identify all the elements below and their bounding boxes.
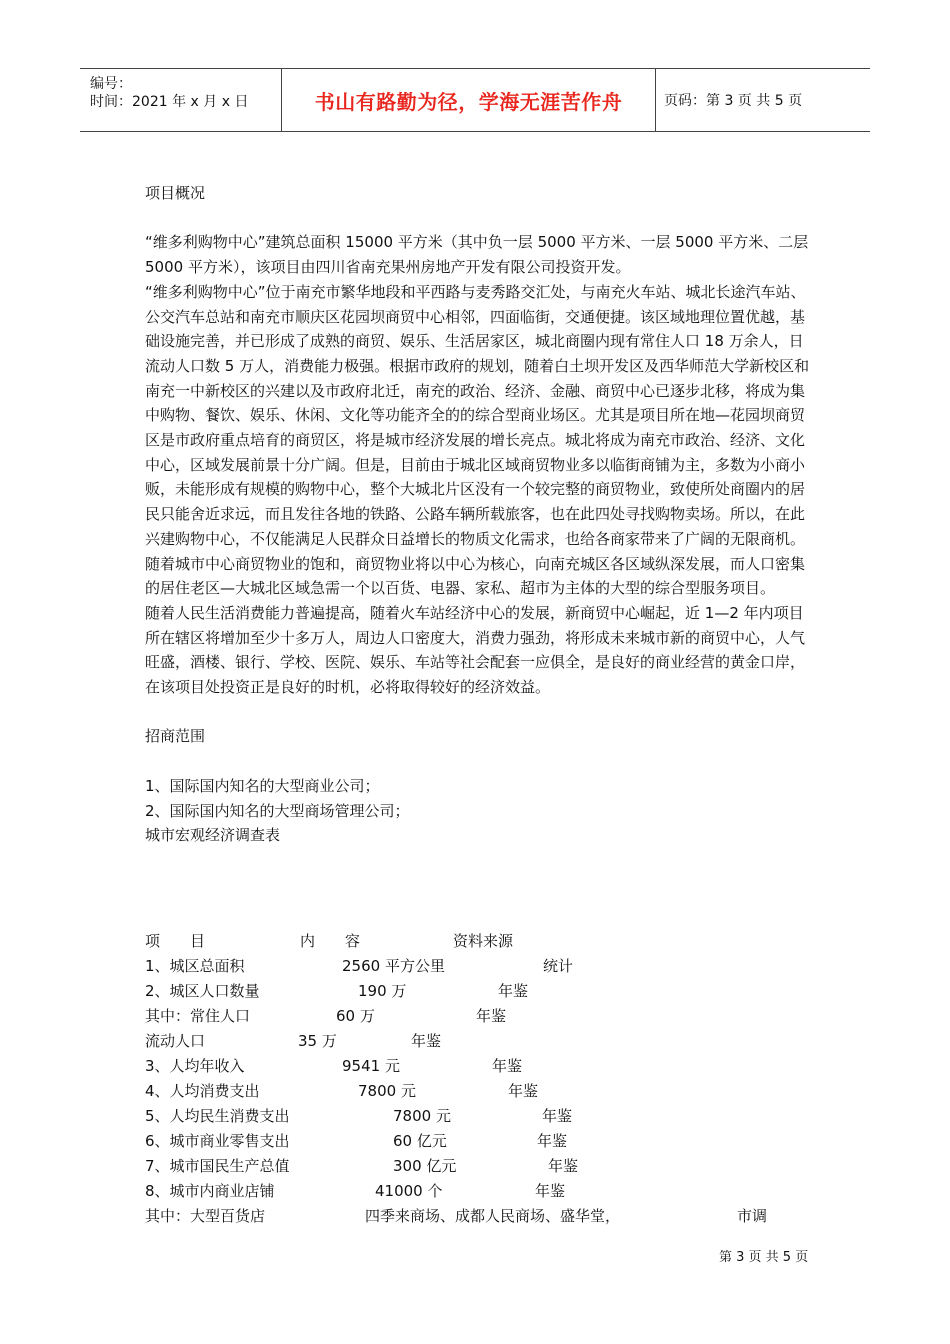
row-item: 8、城市内商业店铺 bbox=[145, 1182, 275, 1200]
row-item: 5、人均民生消费支出 bbox=[145, 1107, 290, 1125]
document-date-label: 时间：2021 年 x 月 x 日 bbox=[90, 94, 249, 110]
row-item: 流动人口 bbox=[145, 1032, 206, 1050]
row-source: 年鉴 bbox=[535, 1182, 566, 1200]
row-content: 60 万 bbox=[336, 1007, 375, 1025]
page-footer: 第 3 页 共 5 页 bbox=[719, 1250, 809, 1265]
row-item: 2、城区人口数量 bbox=[145, 982, 260, 1000]
table-header-item: 项 目 bbox=[145, 932, 206, 950]
row-item: 其中：大型百货店 bbox=[145, 1207, 266, 1225]
row-item: 7、城市国民生产总值 bbox=[145, 1157, 290, 1175]
row-source: 年鉴 bbox=[537, 1132, 568, 1150]
section-overview bbox=[145, 181, 810, 848]
row-source: 统计 bbox=[543, 957, 574, 975]
paragraph-2: “维多利购物中心”位于南充市繁华地段和平西路与麦秀路交汇处，与南充火车站、城北长途汽车站、公交汽车总站和南充市顺庆区花园坝商贸中心相邻，四面临街，交通便捷。该区域地理位置优越，基础设施完善，并已形成了成熟的商贸、娱乐、生活居家区，城北商圈内现有常住人口 18 万余人，日流动人口数 5 万人，消费能力极强。根据市政府的规划，随着白土坝开发区及西华师范大学新校区和南充一中新校区的兴建以及市政府北迁，南充的政治、经济、金融、商贸中心已逐步北移，将成为集中购物、餐饮、娱乐、休闲、文化等功能齐全的的综合型商业场区。尤其是项目所在地—花园坝商贸区是市政府重点培育的商贸区，将是城市经济发展的增长亮点。城北将成为南充市政治、经济、文化中心，区域发展前景十分广阔。但是，目前由于城北区域商贸物业多以临街商铺为主，多数为小商小贩，未能形成有规模的购物中心，整个大城北片区没有一个较完整的商贸物业，致使所处商圈内的居民只能舍近求远，而且发往各地的铁路、公路车辆所载旅客，也在此四处寻找购物卖场。所以，在此兴建购物中心，不仅能满足人民群众日益增长的物质文化需求，也给各商家带来了广阔的无限商机。随着城市中心商贸物业的饱和，商贸物业将以中心为核心，向南充城区各区域纵深发展，而人口密集的居住老区—大城北区域急需一个以百货、电器、家私、超市为主体的大型的综合型服务项目。 bbox=[145, 282, 810, 598]
row-source: 市调 bbox=[737, 1207, 768, 1225]
header-motto-cell bbox=[281, 69, 656, 131]
row-content: 60 亿元 bbox=[393, 1132, 447, 1150]
section-title-overview: 项目概况 bbox=[145, 184, 206, 202]
row-content: 190 万 bbox=[358, 982, 407, 1000]
scope-item-1: 1、国际国内知名的大型商业公司； bbox=[145, 776, 380, 795]
row-content: 2560 平方公里 bbox=[342, 957, 445, 975]
row-item: 4、人均消费支出 bbox=[145, 1082, 260, 1100]
scope-item-2: 2、国际国内知名的大型商场管理公司； bbox=[145, 801, 410, 820]
section-title-scope: 招商范围 bbox=[145, 727, 206, 746]
row-source: 年鉴 bbox=[411, 1032, 442, 1050]
row-source: 年鉴 bbox=[492, 1057, 523, 1075]
row-content: 四季来商场、成都人民商场、盛华堂， bbox=[365, 1207, 621, 1225]
table-header-source: 资料来源 bbox=[453, 932, 514, 950]
row-content: 300 亿元 bbox=[393, 1157, 457, 1175]
row-item: 1、城区总面积 bbox=[145, 957, 245, 975]
row-source: 年鉴 bbox=[508, 1082, 539, 1100]
row-item: 6、城市商业零售支出 bbox=[145, 1132, 290, 1150]
header-meta-cell bbox=[80, 69, 280, 131]
row-source: 年鉴 bbox=[476, 1007, 507, 1025]
page-header bbox=[80, 68, 870, 132]
paragraph-1: “维多利购物中心”建筑总面积 15000 平方米（其中负一层 5000 平方米、一层 5000 平方米、二层 5000 平方米），该项目由四川省南充果州房地产开发有限公司投资开发。 bbox=[145, 233, 809, 277]
row-content: 41000 个 bbox=[375, 1182, 443, 1200]
paragraph-3: 随着人民生活消费能力普遍提高，随着火车站经济中心的发展，新商贸中心崛起，近 1—2 年内项目所在辖区将增加至少十多万人，周边人口密度大，消费力强劲，将形成未来城市新的商贸中心，人气旺盛，酒楼、银行、学校、医院、娱乐、车站等社会配套一应俱全，是良好的商业经营的黄金口岸，在该项目处投资正是良好的时机，必将取得较好的经济效益。 bbox=[145, 603, 806, 697]
row-content: 9541 元 bbox=[342, 1057, 400, 1075]
row-content: 7800 元 bbox=[393, 1107, 451, 1125]
row-item: 其中：常住人口 bbox=[145, 1007, 251, 1025]
row-source: 年鉴 bbox=[548, 1157, 579, 1175]
header-page-cell bbox=[656, 69, 870, 131]
table-header-content: 内 容 bbox=[300, 932, 361, 950]
table-title: 城市宏观经济调查表 bbox=[145, 826, 281, 845]
motto-text: 书山有路勤为径，学海无涯苦作舟 bbox=[314, 89, 623, 114]
row-source: 年鉴 bbox=[498, 982, 529, 1000]
page-number-label: 页码：第 3 页 共 5 页 bbox=[664, 93, 803, 109]
row-source: 年鉴 bbox=[542, 1107, 573, 1125]
row-content: 7800 元 bbox=[358, 1082, 416, 1100]
row-item: 3、人均年收入 bbox=[145, 1057, 245, 1075]
row-content: 35 万 bbox=[298, 1032, 337, 1050]
document-number-label: 编号： bbox=[90, 76, 132, 92]
